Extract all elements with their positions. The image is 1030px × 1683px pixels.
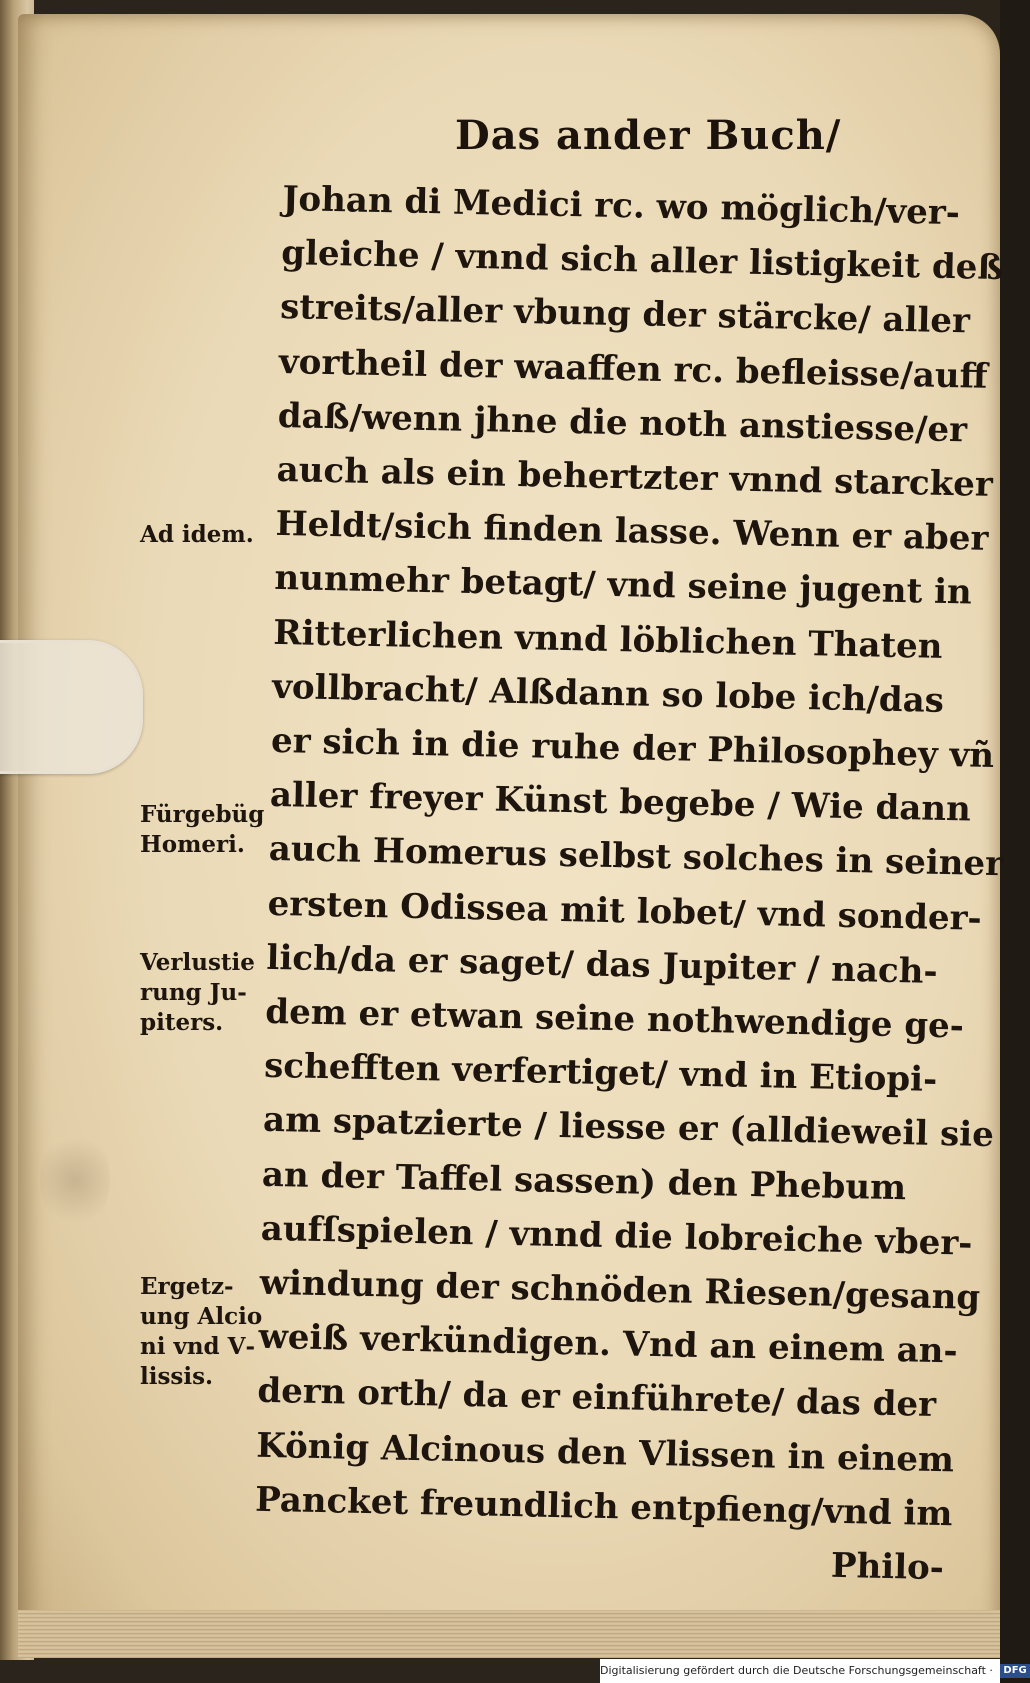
marginal-note-line: Ergetz‑ — [140, 1273, 234, 1300]
catchword: Philo‑ — [830, 1545, 945, 1589]
marginal-note-line: rung Ju‑ — [140, 979, 247, 1006]
marginal-note-line: ung Alcio — [140, 1303, 263, 1330]
running-head: Das ander Buch/ — [455, 112, 842, 159]
marginal-note-jupiters — [140, 948, 255, 1038]
text-line: Pancket freundlich entpfieng/vnd im — [254, 1479, 953, 1535]
text-line: schefften verfertiget/ vnd in Etiopi‑ — [263, 1046, 938, 1101]
page-marker-clip — [0, 640, 143, 774]
marginal-note-line: Ad idem. — [140, 521, 254, 548]
marginal-note-line: ni vnd V‑ — [140, 1333, 256, 1360]
marginal-note-line: Fürgebüg — [140, 801, 265, 828]
dfg-logo: DFG — [1000, 1664, 1029, 1678]
marginal-note-line: Homeri. — [140, 831, 245, 858]
text-line: streits/aller vbung der stärcke/ aller — [279, 287, 971, 342]
text-line: vollbracht/ Alßdann so lobe ich/das — [271, 666, 945, 721]
text-line: lich/da er saget/ das Jupiter / nach‑ — [266, 937, 938, 992]
marginal-note-line: lissis. — [140, 1363, 214, 1390]
page-bottom-edges — [18, 1610, 1000, 1658]
text-line: an der Taffel sassen) den Phebum — [261, 1154, 907, 1208]
text-line: Heldt/sich finden lasse. Wenn er aber — [275, 504, 989, 560]
text-line: am spatzierte / liesse er (alldieweil sie — [262, 1100, 995, 1156]
text-line: dern orth/ da er einführete/ das der — [257, 1371, 937, 1426]
text-line: vortheil der waaffen rc. befleisse/auff — [278, 341, 988, 397]
text-line: aufſspielen / vnnd die lobreiche vber‑ — [260, 1208, 973, 1264]
text-line: auch Homerus selbst solches in seiner — [268, 829, 1004, 885]
text-line: er sich in die ruhe der Philosophey vñ — [270, 720, 995, 777]
text-line: König Alcinous den Vlissen in einem — [255, 1425, 955, 1481]
marginal-note-homeri — [140, 800, 264, 860]
text-line: weiß verkündigen. Vnd an einem an‑ — [258, 1317, 959, 1372]
marginal-note-line: piters. — [140, 1009, 224, 1036]
marginal-note-alcioni — [140, 1272, 262, 1392]
paper-stain — [40, 1130, 110, 1230]
text-line: aller freyer Künst begebe / Wie dann — [269, 775, 972, 830]
text-line: windung der schnöden Riesen/gesang — [259, 1262, 981, 1318]
text-line: daß/wenn jhne die noth anstiesse/er — [277, 395, 968, 451]
text-line: Ritterlichen vnnd löblichen Thaten — [272, 612, 943, 667]
text-line: gleiche / vnnd sich aller listigkeit deß — [280, 233, 1004, 289]
body-text — [253, 172, 1004, 1596]
marginal-note-line: Verlustie — [140, 949, 255, 976]
text-line: nunmehr betagt/ vnd seine jugent in — [274, 558, 973, 613]
marginal-note-ad-idem — [140, 520, 254, 550]
credit-text: Digitalisierung gefördert durch die Deutsche Forschungsgemeinschaft · — [600, 1664, 993, 1677]
text-line: auch als ein behertzter vnnd starcker — [276, 449, 994, 505]
digitization-credit — [600, 1659, 1027, 1683]
text-line: ersten Odissea mit lobet/ vnd sonder‑ — [267, 883, 983, 939]
text-line: dem er etwan seine nothwendige ge‑ — [264, 991, 965, 1047]
text-line: Johan di Medici rc. wo möglich/ver‑ — [282, 178, 961, 234]
